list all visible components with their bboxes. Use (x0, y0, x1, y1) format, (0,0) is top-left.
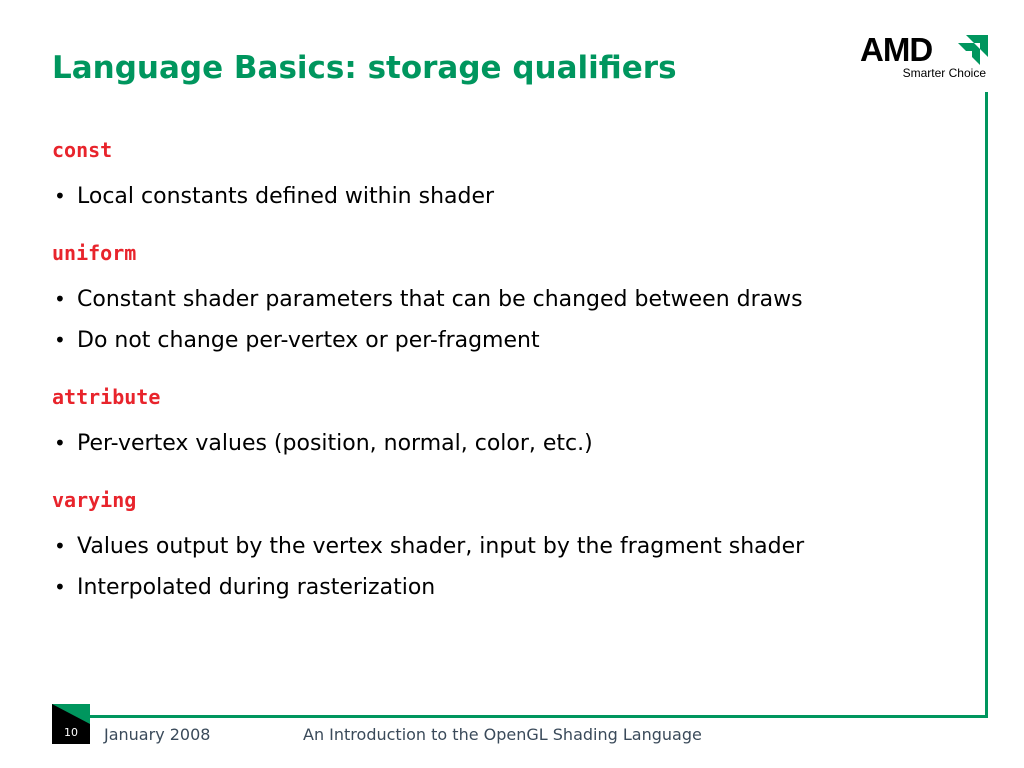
keyword-label: const (52, 138, 113, 162)
slide-content (52, 136, 972, 630)
frame-bottom-rule (90, 715, 988, 718)
keyword-label: attribute (52, 385, 161, 409)
page-number-box (52, 704, 90, 744)
bullet-item: • Local constants defined within shader (52, 176, 972, 217)
amd-logo (858, 32, 992, 84)
bullet-item: • Constant shader parameters that can be changed between draws (52, 279, 972, 320)
section-const (52, 136, 972, 217)
page-number: 10 (64, 726, 78, 739)
bullet-list (52, 423, 972, 464)
section-varying (52, 486, 972, 608)
bullet-item: • Do not change per-vertex or per-fragment (52, 320, 972, 361)
footer-presentation-title: An Introduction to the OpenGL Shading Language (303, 725, 702, 744)
bullet-list (52, 279, 972, 361)
bullet-list (52, 526, 972, 608)
section-attribute (52, 383, 972, 464)
footer-date: January 2008 (104, 725, 211, 744)
logo-wordmark: AMD (860, 31, 933, 68)
slide-title: Language Basics: storage qualifiers (52, 50, 677, 86)
bullet-list (52, 176, 972, 217)
keyword-label: varying (52, 488, 137, 512)
amd-arrow-icon (958, 35, 988, 65)
section-uniform (52, 239, 972, 361)
logo-tagline: Smarter Choice (902, 66, 986, 80)
bullet-item: • Per-vertex values (position, normal, color, etc.) (52, 423, 972, 464)
bullet-item: • Interpolated during rasterization (52, 567, 972, 608)
bullet-item: • Values output by the vertex shader, input by the fragment shader (52, 526, 972, 567)
frame-right-rule (985, 92, 988, 718)
keyword-label: uniform (52, 241, 137, 265)
